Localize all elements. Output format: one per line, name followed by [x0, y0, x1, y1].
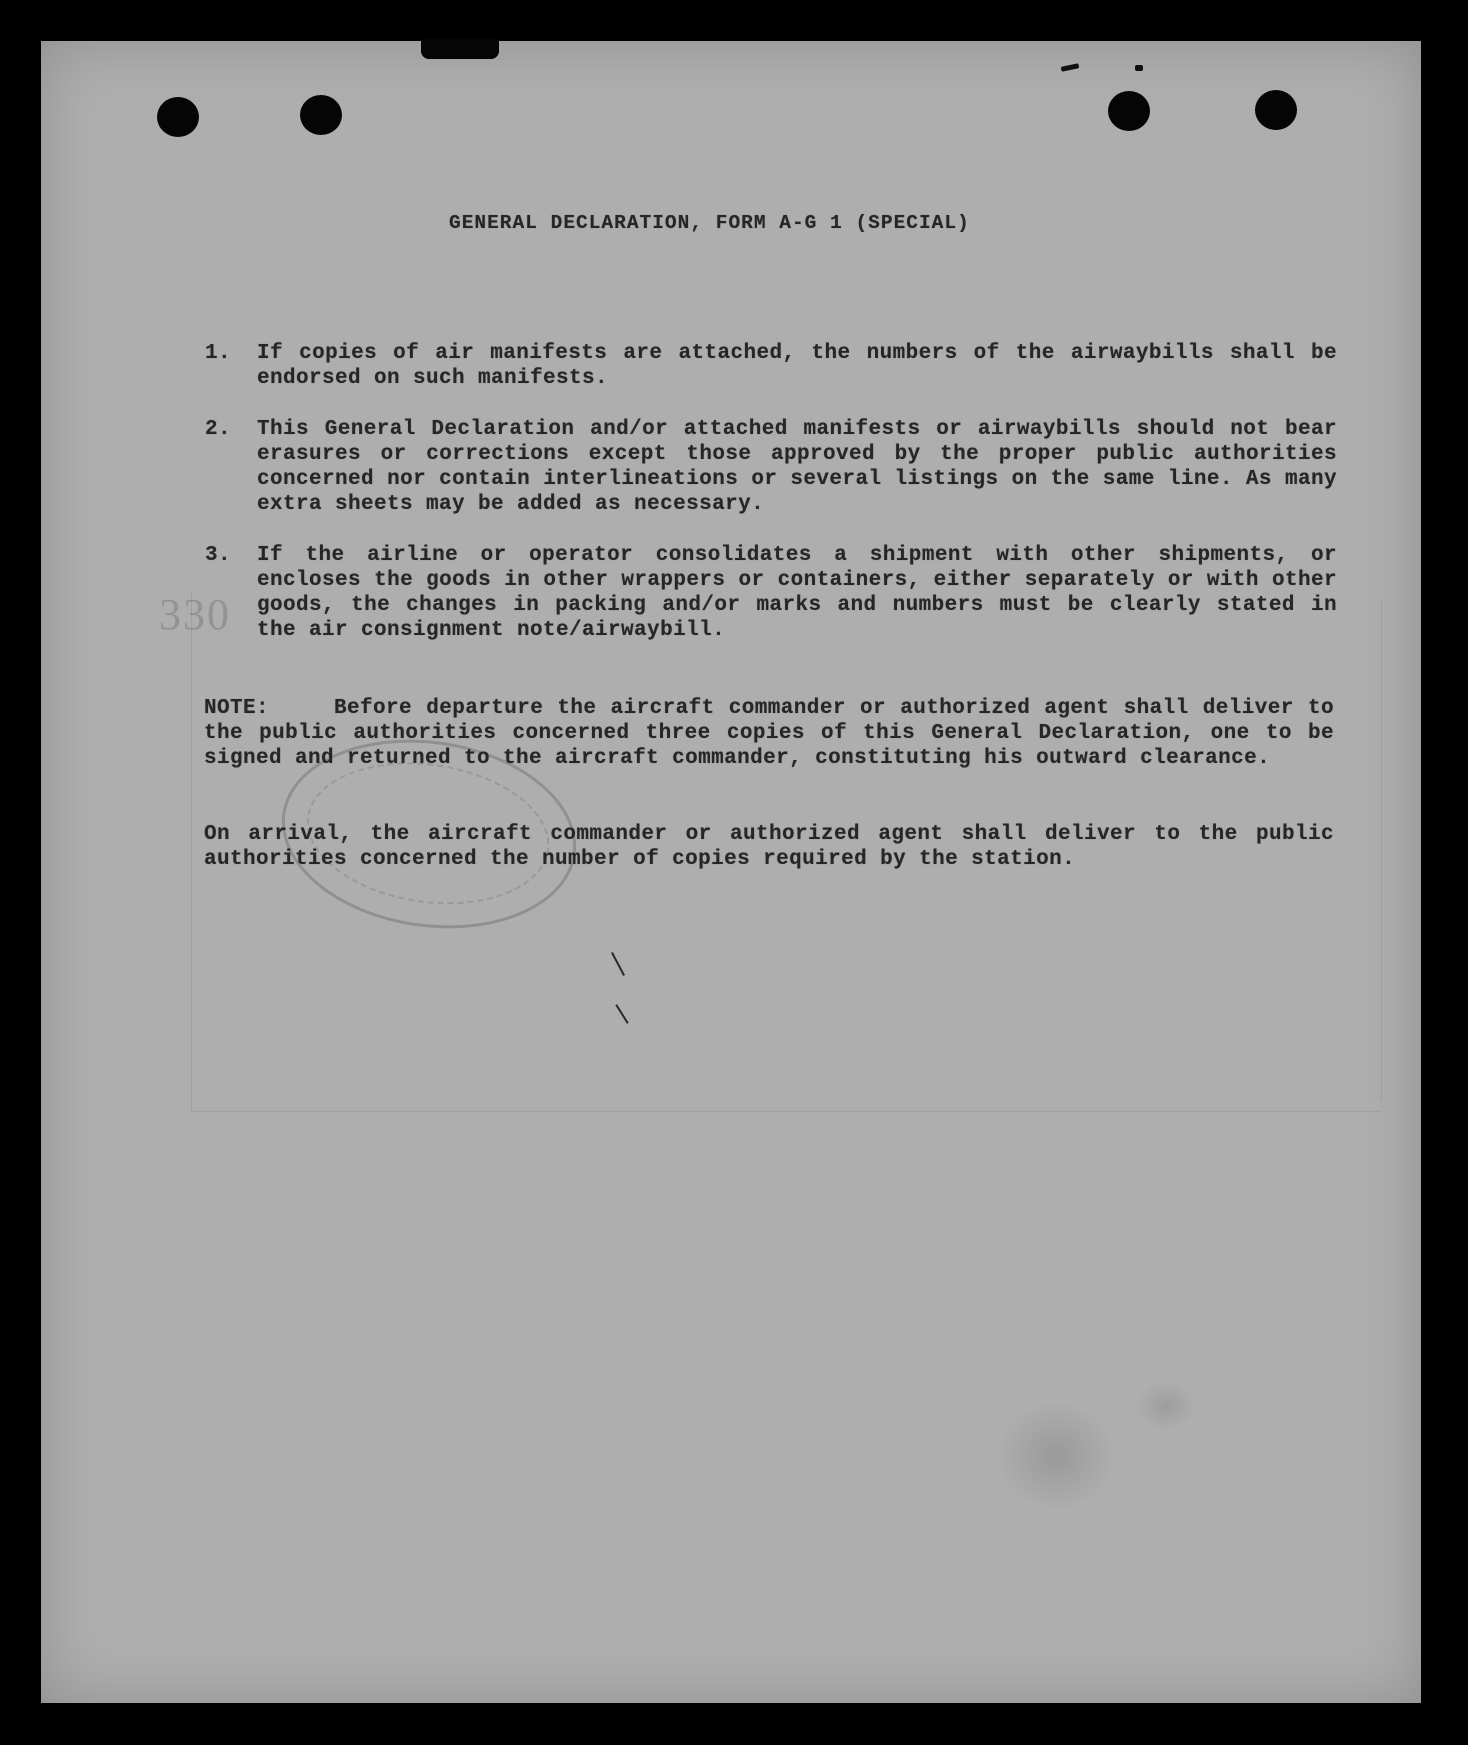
item-text: This General Declaration and/or attached manifests or airwaybills should not bear erasures or corrections except those approved by the proper public authorities concerned nor contain interlineations or several listings on the same line. As many extra sheets may be added as necessary.	[257, 418, 1337, 516]
punch-hole	[300, 95, 342, 135]
item-number: 3.	[205, 544, 232, 567]
punch-hole	[1108, 91, 1150, 131]
arrival-paragraph: On arrival, the aircraft commander or authorized agent shall deliver to the public authorities concerned the number of copies required by the station.	[204, 823, 1334, 871]
page-title: GENERAL DECLARATION, FORM A-G 1 (SPECIAL)	[449, 212, 970, 234]
document-page	[41, 41, 1421, 1703]
bleed-through-line	[191, 1111, 1381, 1112]
pen-mark	[615, 1004, 628, 1024]
item-text: If the airline or operator consolidates a shipment with other shipments, or encloses the goods in other wrappers or containers, either separately or with other goods, the changes in packing and/or marks and numbers must be clearly stated in the air consignment note/airwaybill.	[257, 544, 1337, 642]
bleed-through-line	[1381, 601, 1382, 1101]
item-number: 1.	[205, 342, 232, 365]
bleed-through-number: 330	[159, 590, 231, 639]
speck-mark	[1061, 63, 1080, 72]
smudge	[996, 1401, 1116, 1511]
punch-hole	[157, 97, 199, 137]
item-text: If copies of air manifests are attached, the numbers of the airwaybills shall be endorsed on such manifests.	[257, 342, 1337, 390]
note-label: NOTE:	[204, 697, 270, 720]
punch-hole	[1255, 90, 1297, 130]
paper-tab-mark	[421, 39, 499, 59]
note-text: Before departure the aircraft commander or authorized agent shall deliver to the public authorities concerned three copies of this General Declaration, one to be signed and returned to the aircraft commander, constituting his outward clearance.	[204, 697, 1334, 770]
pen-mark	[611, 952, 625, 976]
item-number: 2.	[205, 418, 232, 441]
bleed-through-line	[191, 591, 192, 1111]
speck-mark	[1135, 65, 1143, 71]
smudge	[1136, 1381, 1196, 1431]
note-paragraph	[204, 696, 1334, 771]
